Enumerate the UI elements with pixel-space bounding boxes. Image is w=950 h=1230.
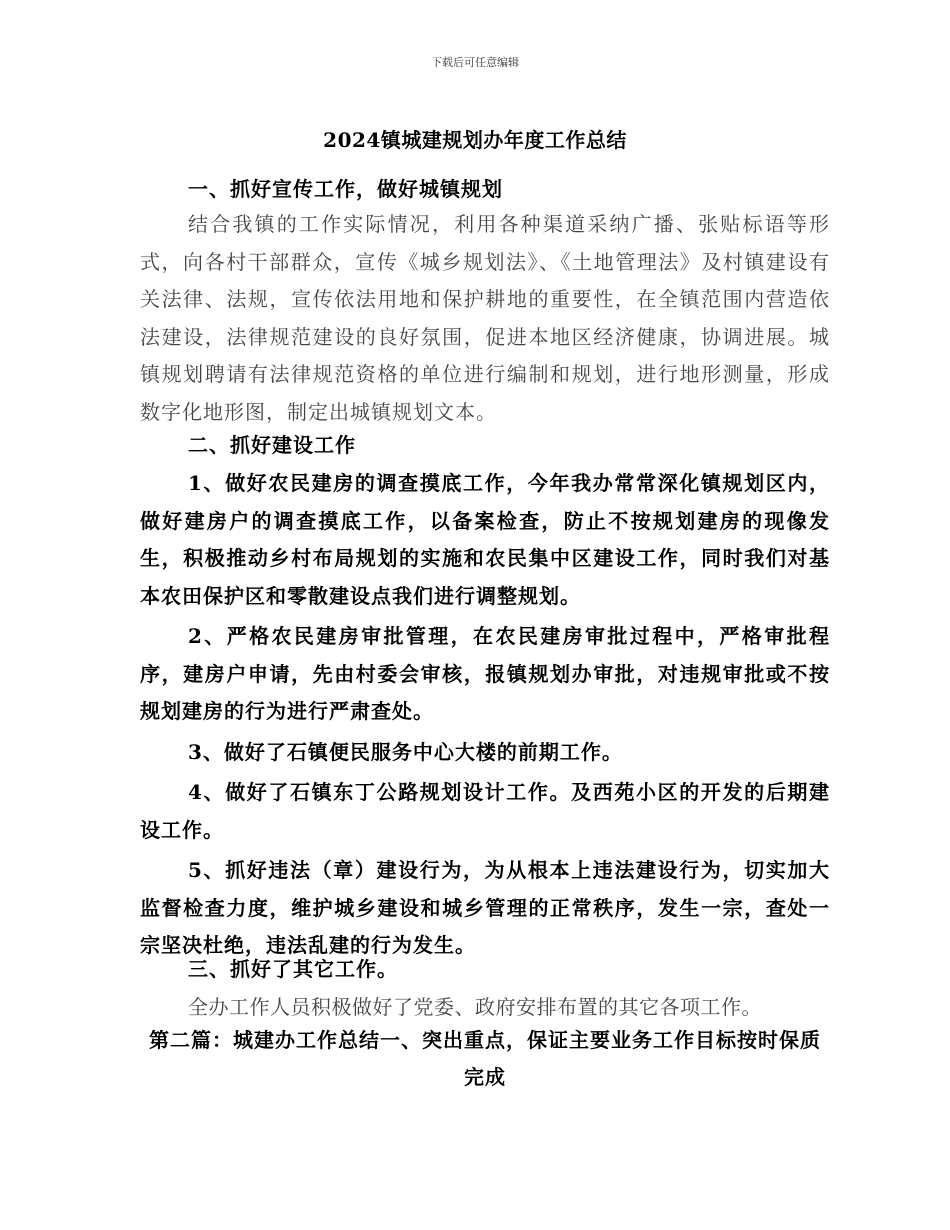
section-1-heading: 一、抓好宣传工作，做好城镇规划 (188, 177, 503, 201)
section-2 (140, 428, 830, 965)
section-3 (140, 952, 830, 1024)
section-2-item-3: 3、做好了石镇便民服务中心大楼的前期工作。 (188, 739, 623, 764)
section-2-item-1: 1、做好农民建房的调查摸底工作，今年我办常常深化镇规划区内，做好建房户的调查摸底工作，以备案检查，防止不按规划建房的现像发生，积极推动乡村布局规划的实施和农民集中区建设工作，同时我们对基本农田保护区和零散建设点我们进行调整规划。 (140, 471, 830, 608)
part-2-title: 第二篇：城建办工作总结一、突出重点，保证主要业务工作目标按时保质完成 (149, 1028, 821, 1089)
section-2-item-5: 5、抓好违法（章）建设行为，为从根本上违法建设行为，切实加大监督检查力度，维护城乡建设和城乡管理的正常秩序，发生一宗，查处一宗坚决杜绝，违法乱建的行为发生。 (140, 858, 830, 957)
section-2-heading: 二、抓好建设工作 (188, 433, 356, 457)
section-3-paragraph: 全办工作人员积极做好了党委、政府安排布置的其它各项工作。 (188, 995, 762, 1019)
document-title: 2024镇城建规划办年度工作总结 (323, 128, 627, 152)
section-3-heading: 三、抓好了其它工作。 (188, 957, 398, 981)
section-1-paragraph: 结合我镇的工作实际情况，利用各种渠道采纳广播、张贴标语等形式，向各村干部群众，宣传《城乡规划法》、《土地管理法》及村镇建设有关法律、法规，宣传依法用地和保护耕地的重要性，在全镇范围内营造依法建设，法律规范建设的良好氛围，促进本地区经济健康，协调进展。城镇规划聘请有法律规范资格的单位进行编制和规划，进行地形测量，形成数字化地形图，制定出城镇规划文本。 (140, 212, 830, 424)
section-1 (140, 172, 830, 431)
section-2-item-2: 2、严格农民建房审批管理，在农民建房审批过程中，严格审批程序，建房户申请，先由村委会审核，报镇规划办审批，对违规审批或不按规划建房的行为进行严肃查处。 (140, 624, 830, 723)
section-2-item-4: 4、做好了石镇东丁公路规划设计工作。及西苑小区的开发的后期建设工作。 (140, 780, 830, 842)
header-note: 下载后可任意编辑 (431, 56, 519, 69)
